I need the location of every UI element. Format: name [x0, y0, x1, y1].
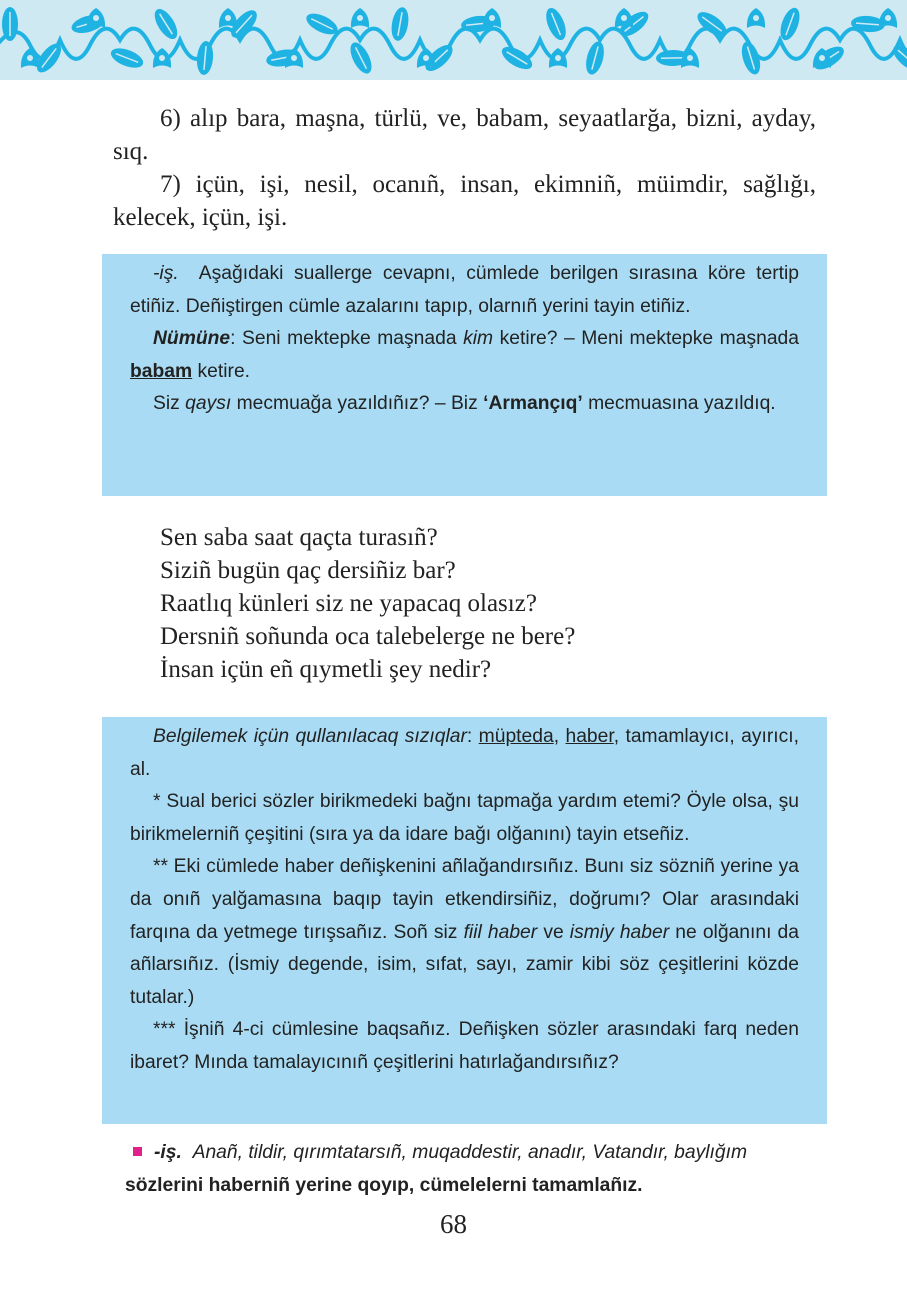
- example-magazine-name: ‘Armançıq’: [483, 393, 583, 415]
- example-text: ketire? – Meni mektepke maşnada: [493, 328, 799, 350]
- note-text: ** Eki cümlede haber deñişkenini añlağandırsıñız. Bunı siz sözniñ yerine ya da onıñ yalğamasına baqıp tayin etkendirsiñiz, doğrumı? Olar arasındaki farqına da yetmege tırışsañız. Soñ siz: [130, 856, 799, 943]
- bullet-icon: [133, 1147, 142, 1156]
- note-2: [130, 851, 799, 1014]
- example-text: mecmuasına yazıldıq.: [582, 393, 776, 415]
- question-item: Dersniñ soñunda oca talebelerge ne bere?: [160, 623, 576, 650]
- note-fiil-haber: fiil haber: [463, 921, 538, 943]
- final-task: [125, 1136, 815, 1202]
- task-label: -iş.: [153, 263, 179, 284]
- example-2: [130, 388, 799, 421]
- example-text: Siz: [153, 393, 186, 415]
- task-instruction: [130, 258, 799, 323]
- question-item: Raatlıq künleri siz ne yapacaq olasız?: [160, 590, 537, 617]
- note-ismiy-haber: ismiy haber: [569, 921, 670, 943]
- legend-line: [130, 721, 799, 786]
- note-text: ve: [537, 921, 570, 943]
- exercise-line-7: 7) içün, işi, nesil, ocanıñ, insan, ekimniñ, müimdir, sağlığı, kelecek, içün, işi.: [113, 171, 816, 231]
- task-text: Aşağıdaki suallerge cevapnı, cümlede berilgen sırasına köre tertip etiñiz. Deñiştirgen cümle azalarını tapıp, olarnıñ yerini tayin etiñiz.: [130, 263, 799, 317]
- task-box-1: [102, 254, 827, 496]
- legend-mupteda: müpteda: [478, 726, 554, 747]
- floral-ornament-icon: [0, 0, 907, 80]
- legend-comma: ,: [553, 726, 566, 747]
- example-label: Nümüne: [153, 328, 231, 350]
- decorative-banner: [0, 0, 907, 80]
- legend-label: Belgilemek içün qullanılacaq sızıqlar: [153, 726, 467, 747]
- legend-rest: , tamamlayıcı, ayırıcı, al.: [130, 726, 799, 780]
- question-item: Sen saba saat qaçta turasıñ?: [160, 524, 438, 551]
- exercise-line-6: 6) alıp bara, maşna, türlü, ve, babam, seyaatlarğa, bizni, ayday, sıq.: [113, 105, 816, 165]
- exercise-lines: [113, 102, 816, 234]
- example-qaysi: qaysı: [185, 393, 232, 415]
- example-1: [130, 323, 799, 388]
- page-number: 68: [440, 1209, 467, 1239]
- question-item: Siziñ bugün qaç dersiñiz bar?: [160, 557, 456, 584]
- example-text: : Seni mektepke maşnada: [230, 328, 464, 350]
- note-text: ne olğanını da añlarsıñız. (İsmiy degende, isim, sıfat, sayı, zamir kibi söz çeşitlerini közde tutalar.): [130, 921, 799, 1008]
- final-task-words: Anañ, tildir, qırımtatarsıñ, muqaddestir, anadır, Vatandır, baylığım: [192, 1142, 748, 1163]
- legend-colon: :: [466, 726, 473, 747]
- question-item: İnsan içün eñ qıymetli şey nedir?: [160, 656, 492, 683]
- final-task-instruction: sözlerini haberniñ yerine qoyıp, cümelelerni tamamlañız.: [125, 1175, 643, 1196]
- legend-haber: haber: [565, 726, 614, 747]
- example-kim: kim: [463, 328, 494, 350]
- note-3: *** İşniñ 4-ci cümlesine baqsañız. Deñişken sözler arasındaki farq neden ibaret? Mında tamalayıcınıñ çeşitlerini hatırlağandırsıñız?: [130, 1019, 799, 1073]
- final-task-label: -iş.: [154, 1142, 182, 1163]
- note-1: * Sual berici sözler birikmedeki bağnı tapmağa yardım etemi? Öyle olsa, şu birikmelerniñ çeşitini (sıra ya da idare bağı olğanını) tayin etseñiz.: [130, 791, 799, 845]
- task-box-2: [102, 717, 827, 1124]
- example-answer: babam: [130, 360, 193, 382]
- example-text: ketire.: [192, 360, 251, 382]
- question-list: [160, 521, 575, 686]
- example-text: mecmuağa yazıldıñız? – Biz: [231, 393, 484, 415]
